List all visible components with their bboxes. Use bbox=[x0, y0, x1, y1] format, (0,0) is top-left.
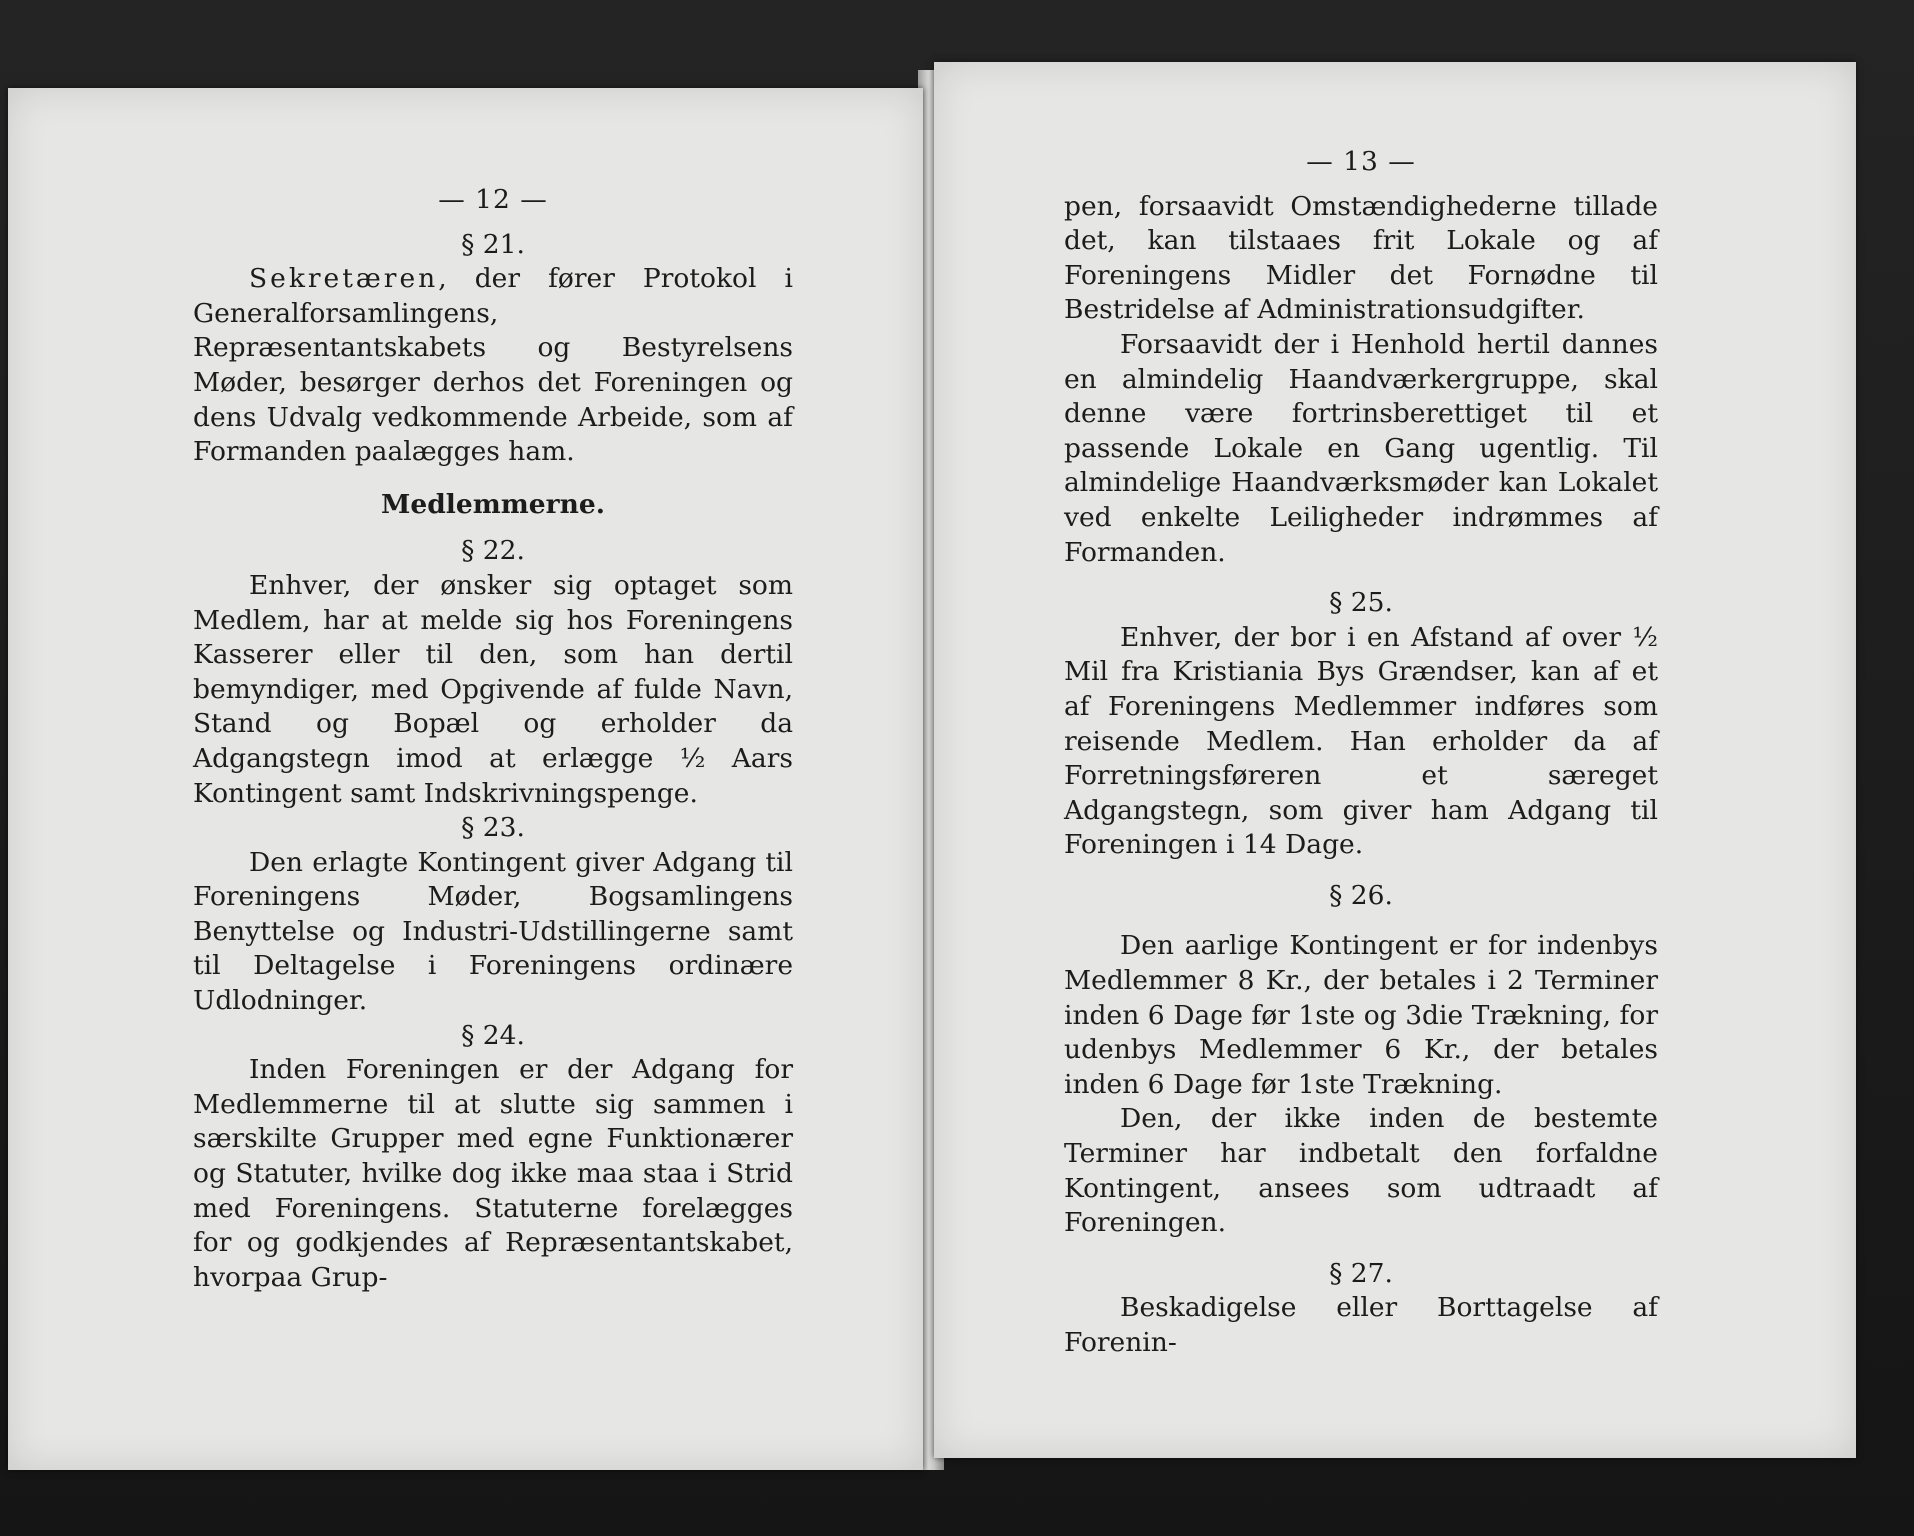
section-22-heading: § 22. bbox=[461, 535, 525, 567]
spacer bbox=[1064, 1241, 1658, 1257]
spacer bbox=[1064, 913, 1658, 929]
section-23-heading: § 23. bbox=[461, 812, 525, 844]
section-22-text bbox=[193, 569, 793, 811]
section-26-body-2: Den, der ikke inden de bestemte Terminer har indbetalt den forfaldne Kontingent, ansees som udtraadt af Foreningen. bbox=[1064, 1103, 1658, 1239]
section-27-body: Beskadigelse eller Borttagelse af Forenin- bbox=[1064, 1292, 1658, 1358]
section-21-body: , der fører Protokol i Generalforsamlingens, Repræsentantskabets og Bestyrelsens Møder, besørger derhos det Foreningen og dens Udvalg vedkommende Arbeide, som af Formanden paalægges ham. bbox=[193, 263, 793, 468]
members-section-title: Medlemmerne. bbox=[381, 488, 605, 520]
section-23-text bbox=[193, 846, 793, 1019]
section-27-heading: § 27. bbox=[1329, 1257, 1393, 1289]
spacer bbox=[1064, 863, 1658, 879]
page-number-left: — 12 — bbox=[438, 184, 548, 215]
section-25-text bbox=[1064, 621, 1658, 863]
section-27-text bbox=[1064, 1291, 1658, 1360]
section-26-text bbox=[1064, 929, 1658, 1240]
section-24-body: Inden Foreningen er der Adgang for Medlemmerne til at slutte sig sammen i særskilte Grupper med egne Funktionærer og Statuter, hvilke dog ikke maa staa i Strid med Foreningens. Statuterne forelægges for og godkjendes af Repræsentantskabet, hvorpaa Grup- bbox=[193, 1054, 793, 1293]
section-26-heading: § 26. bbox=[1329, 879, 1393, 911]
page-number-right: — 13 — bbox=[1306, 146, 1416, 177]
section-25-body: Enhver, der bor i en Afstand af over ½ Mil fra Kristiania Bys Grændser, kan af et af Foreningens Medlemmer indføres som reisende Medlem. Han erholder da af Forretningsføreren et særeget Adgangstegn, som giver ham Adgang til Foreningen i 14 Dage. bbox=[1064, 621, 1658, 861]
left-page bbox=[8, 88, 923, 1470]
right-page-text-column bbox=[1064, 145, 1658, 1361]
right-page bbox=[934, 62, 1856, 1458]
section-24-text bbox=[193, 1053, 793, 1295]
continuation-text bbox=[1064, 190, 1658, 571]
continuation-paragraph-1: pen, forsaavidt Omstændighederne tillade det, kan tilstaaes frit Lokale og af Foreningens Midler det Fornødne til Bestridelse af Administrationsudgifter. bbox=[1064, 190, 1658, 326]
section-21-heading: § 21. bbox=[461, 228, 525, 260]
section-25-heading: § 25. bbox=[1329, 587, 1393, 619]
section-26-body-1: Den aarlige Kontingent er for indenbys Medlemmer 8 Kr., der betales i 2 Terminer inden 6 Dage før 1ste og 3die Trækning, for udenbys Medlemmer 6 Kr., der betales inden 6 Dage før 1ste Trækning. bbox=[1064, 930, 1658, 1100]
section-23-body: Den erlagte Kontingent giver Adgang til Foreningens Møder, Bogsamlingens Benyttelse og Industri-Udstillingerne samt til Deltagelse i Foreningens ordinære Udlodninger. bbox=[193, 846, 793, 1017]
continuation-paragraph-2: Forsaavidt der i Henhold hertil dannes en almindelig Haandværkergruppe, skal denne være fortrinsberettiget til et passende Lokale en Gang ugentlig. Til almindelige Haandværksmøder kan Lokalet ved enkelte Leiligheder indrømmes af Formanden. bbox=[1064, 328, 1658, 568]
section-24-heading: § 24. bbox=[461, 1019, 525, 1051]
secretary-word: Sekretæren bbox=[249, 263, 439, 295]
spacer bbox=[1064, 570, 1658, 586]
section-22-body: Enhver, der ønsker sig optaget som Medlem, har at melde sig hos Foreningens Kasserer eller til den, som han dertil bemyndiger, med Opgivende af fulde Navn, Stand og Bopæl og erholder da Adgangstegn imod at erlægge ½ Aars Kontingent samt Indskrivningspenge. bbox=[193, 569, 793, 809]
section-21-text bbox=[193, 262, 793, 470]
left-page-text-column bbox=[193, 183, 793, 1295]
